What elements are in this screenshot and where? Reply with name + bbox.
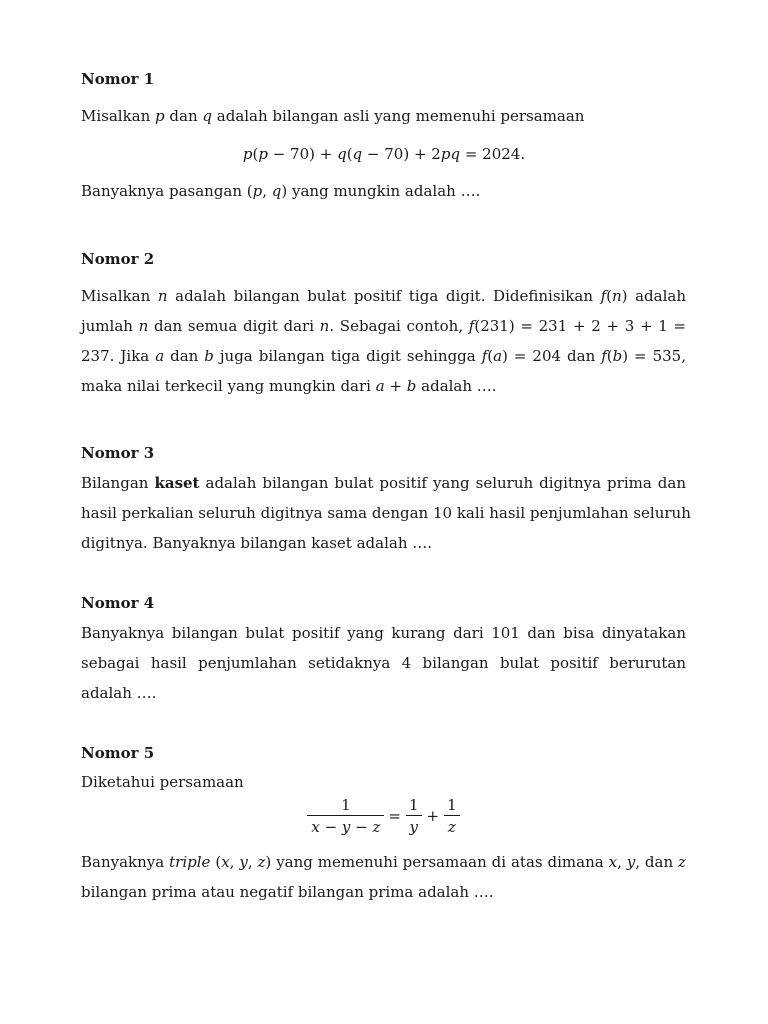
problem-5-equation xyxy=(0,796,768,836)
problem-3-line-1 xyxy=(81,474,686,492)
problem-3-heading: Nomor 3 xyxy=(81,444,155,462)
problem-4-line-3: adalah …. xyxy=(81,684,157,702)
problem-2-heading: Nomor 2 xyxy=(81,250,155,268)
rhs-2-numerator: 1 xyxy=(447,796,457,814)
lhs-fraction xyxy=(307,796,384,836)
lhs-denominator: 𝑥 − 𝑦 − 𝑧 xyxy=(307,815,384,836)
problem-2-line-2: jumlah 𝑛 dan semua digit dari 𝑛. Sebagai contoh, 𝑓(231) = 231 + 2 + 3 + 1 = xyxy=(81,317,686,335)
problem-1-line-1: Misalkan 𝑝 dan 𝑞 adalah bilangan asli yang memenuhi persamaan xyxy=(81,107,585,125)
problem-3-bold-term: kaset xyxy=(154,474,200,492)
problem-4-line-1: Banyaknya bilangan bulat positif yang kurang dari 101 dan bisa dinyatakan xyxy=(81,624,686,642)
problem-1-equation: 𝑝(𝑝 − 70) + 𝑞(𝑞 − 70) + 2𝑝𝑞 = 2024. xyxy=(242,145,526,163)
problem-5-line-1: Diketahui persamaan xyxy=(81,773,244,791)
lhs-numerator: 1 xyxy=(341,796,351,814)
rhs-fraction-2 xyxy=(443,796,461,836)
rhs-fraction-1 xyxy=(405,796,423,836)
problem-3-line-3: digitnya. Banyaknya bilangan kaset adalah …. xyxy=(81,534,433,552)
problem-5-line-3: bilangan prima atau negatif bilangan prima adalah …. xyxy=(81,883,494,901)
rhs-1-denominator: 𝑦 xyxy=(406,815,422,836)
rhs-2-denominator: 𝑧 xyxy=(444,815,460,836)
problem-5-line-2-rest: yang memenuhi persamaan di atas dimana 𝑥, 𝑦, dan 𝑧 xyxy=(276,853,686,871)
problem-2-line-3: 237. Jika 𝑎 dan 𝑏 juga bilangan tiga digit sehingga 𝑓(𝑎) = 204 dan 𝑓(𝑏) = 535, xyxy=(81,347,686,365)
problem-1-line-3: Banyaknya pasangan (𝑝, 𝑞) yang mungkin adalah …. xyxy=(81,182,481,200)
problem-3-line-1-rest: adalah bilangan bulat positif yang seluruh digitnya prima dan xyxy=(205,474,686,492)
problem-5-lead: Banyaknya xyxy=(81,853,165,871)
problem-5-heading: Nomor 5 xyxy=(81,744,155,762)
problem-5-line-2 xyxy=(81,853,686,871)
problem-3-lead: Bilangan xyxy=(81,474,149,492)
problem-4-line-2: sebagai hasil penjumlahan setidaknya 4 bilangan bulat positif berurutan xyxy=(81,654,686,672)
problem-2-line-1: Misalkan 𝑛 adalah bilangan bulat positif tiga digit. Didefinisikan 𝑓(𝑛) adalah xyxy=(81,287,686,305)
problem-1-heading: Nomor 1 xyxy=(81,70,155,88)
problem-2-line-4: maka nilai terkecil yang mungkin dari 𝑎 + 𝑏 adalah …. xyxy=(81,377,497,395)
plus-sign: + xyxy=(426,807,440,825)
problem-3-line-2: hasil perkalian seluruh digitnya sama dengan 10 kali hasil penjumlahan seluruh xyxy=(81,504,691,522)
problem-5-tuple: (𝑥, 𝑦, 𝑧) xyxy=(215,853,272,871)
equals-sign: = xyxy=(388,807,401,825)
problem-4-heading: Nomor 4 xyxy=(81,594,155,612)
rhs-1-numerator: 1 xyxy=(408,796,419,814)
problem-5-italic-term: triple xyxy=(169,853,211,871)
